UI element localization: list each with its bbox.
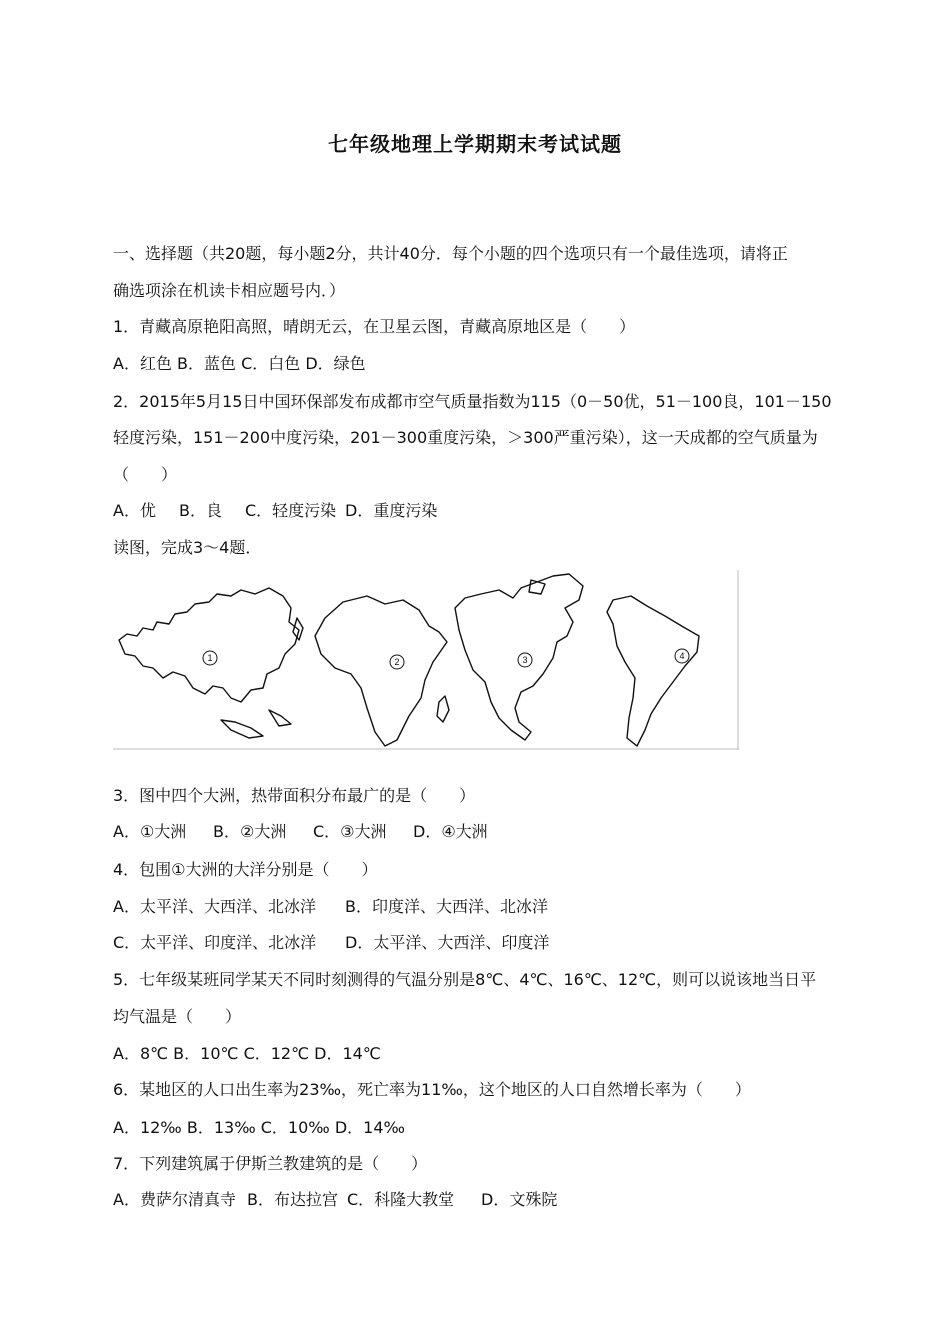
option-d: D．重度污染 [345,501,438,520]
question-4-stem: 4．包围①大洲的大洋分别是（ ） [113,860,378,879]
map-instruction: 读图，完成3～4题． [113,538,262,557]
question-4-options-ab [113,897,548,917]
map-label-3: 3 [522,655,528,665]
question-7-options [113,1190,557,1210]
option-d: D．④大洲 [413,822,488,841]
option-c: C．太平洋、印度洋、北冰洋 [113,933,317,952]
option-c: C．③大洲 [313,822,387,841]
option-b: B．印度洋、大西洋、北冰洋 [345,897,548,916]
question-5-options: A．8℃ B．10℃ C．12℃ D．14℃ [113,1044,381,1063]
continents-map [113,570,739,750]
question-6-stem: 6．某地区的人口出生率为23‰，死亡率为11‰，这个地区的人口自然增长率为（ ） [113,1080,751,1099]
question-5-stem-cont: 均气温是（ ） [113,1007,242,1026]
question-7-stem: 7．下列建筑属于伊斯兰教建筑的是（ ） [113,1154,428,1173]
question-2-stem-end: （ ） [113,465,178,484]
page-title: 七年级地理上学期期末考试试题 [328,132,622,156]
question-5-stem: 5．七年级某班同学某天不同时刻测得的气温分别是8℃、4℃、16℃、12℃，则可以说该地当日平 [113,970,817,989]
eurasia-outline [119,588,299,702]
section-heading-cont: 确选项涂在机读卡相应题号内．） [113,281,346,300]
question-6-options: A．12‰ B．13‰ C．10‰ D．14‰ [113,1118,405,1137]
question-2-stem-cont: 轻度污染，151－200中度污染，201－300重度污染，＞300严重污染），这一天成都的空气质量为 [113,428,818,447]
option-c: C．科隆大教堂 [347,1190,455,1209]
question-2-stem: 2．2015年5月15日中国环保部发布成都市空气质量指数为115（0－50优，51－100良，101－150 [113,392,832,411]
option-d: D．太平洋、大西洋、印度洋 [345,933,550,952]
option-a: A．优 [113,501,156,520]
south-america-outline [607,596,699,746]
option-b: B．②大洲 [213,822,287,841]
question-2-options [113,501,437,521]
option-b: B．布达拉宫 [247,1190,338,1209]
question-4-options-cd [113,933,549,953]
question-3-stem: 3．图中四个大洲，热带面积分布最广的是（ ） [113,786,476,805]
option-d: D．文殊院 [481,1190,558,1209]
map-label-2: 2 [394,657,400,667]
option-a: A．费萨尔清真寺 [113,1190,236,1209]
africa-outline [315,596,447,746]
option-a: A．太平洋、大西洋、北冰洋 [113,897,316,916]
section-heading: 一、选择题（共20题，每小题2分，共计40分．每个小题的四个选项只有一个最佳选项，请将正 [113,244,788,263]
map-label-4: 4 [679,651,685,661]
option-b: B．良 [179,501,222,520]
option-a: A．①大洲 [113,822,187,841]
map-label-1: 1 [207,653,213,663]
question-3-options [113,822,488,842]
question-1-stem: 1．青藏高原艳阳高照，晴朗无云，在卫星云图，青藏高原地区是（ ） [113,317,636,336]
option-c: C．轻度污染 [245,501,337,520]
question-1-options: A．红色 B．蓝色 C．白色 D．绿色 [113,354,366,373]
